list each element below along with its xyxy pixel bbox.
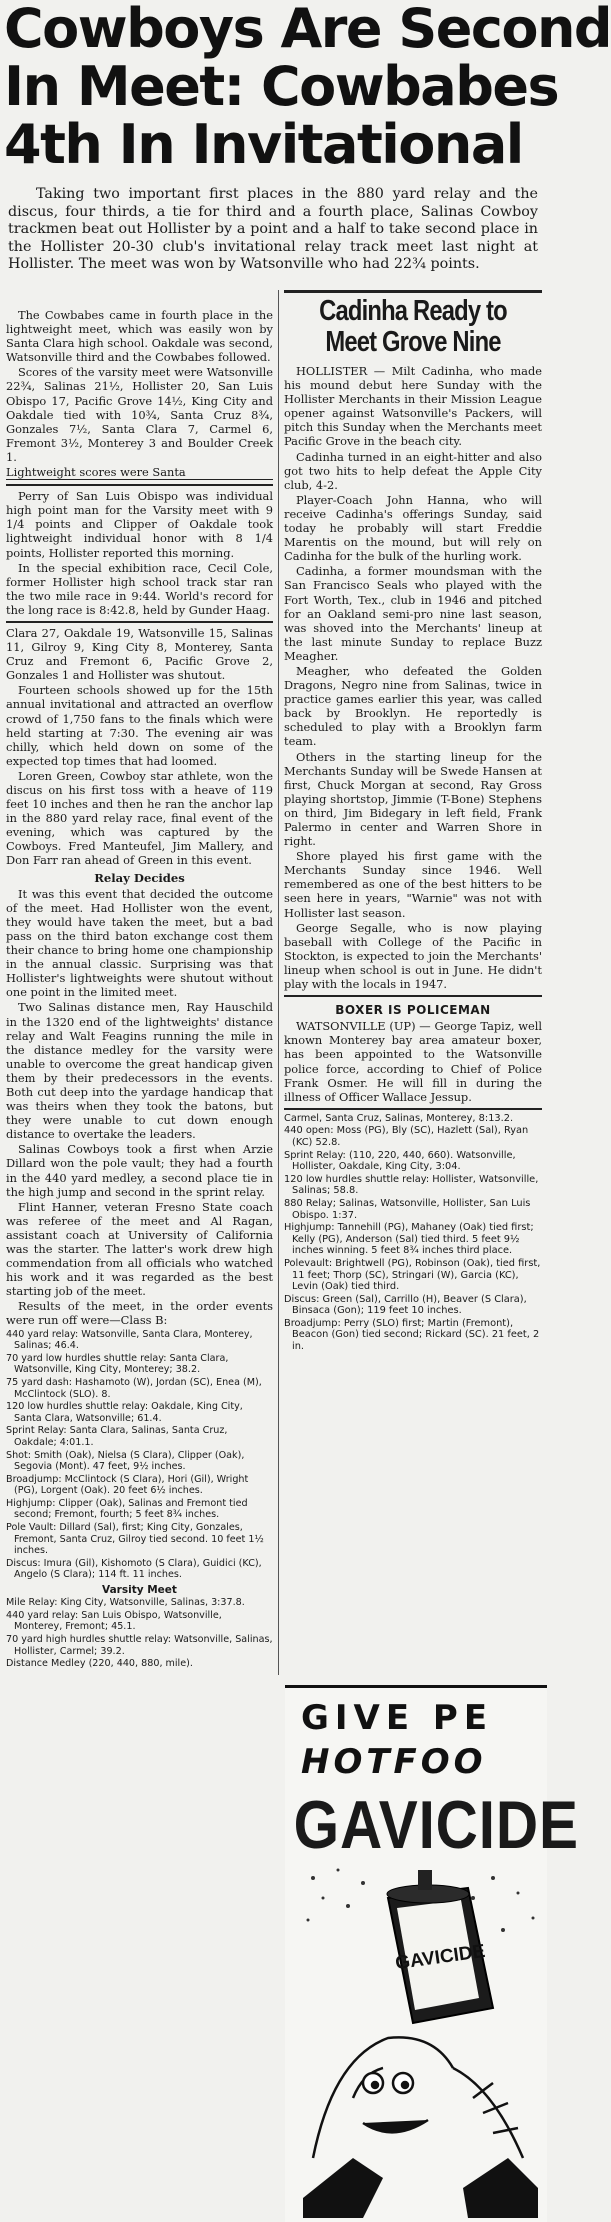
result-line: 440 yard relay: Watsonville, Santa Clara, Monterey, Salinas; 46.4. bbox=[6, 1328, 253, 1352]
divider bbox=[6, 621, 273, 623]
result-line: Mile Relay: King City, Watsonville, Salinas, 3:37.8. bbox=[6, 1597, 245, 1609]
paragraph: Two Salinas distance men, Ray Hauschild in the 1320 end of the lightweights' distance relay and Walt Feagins running the mile in the distance medley for the varsity were unable to overcome the great handicap given them by their predecessors in the events. Both cut deep into the yardage handicap that was theirs when they took the batons, but they were unable to cut down enough distance to overtake the leaders. bbox=[6, 1000, 273, 1142]
divider bbox=[284, 290, 542, 293]
gavicide-can-icon bbox=[387, 1870, 493, 2023]
divider bbox=[6, 484, 273, 486]
paragraph: Fourteen schools showed up for the 15th annual invitational and attracted an overflow crowd of 1,750 fans to the finals which were held starting at 7:30. The evening air was chilly, which held down on some of the expected top times that had loomed. bbox=[6, 683, 273, 768]
paragraph: Salinas Cowboys took a first when Arzie Dillard won the pole vault; they had a fourth in the 440 yard medley, a second place tie in the high jump and second in the sprint relay. bbox=[6, 1142, 273, 1199]
paragraph: Flint Hanner, veteran Fresno State coach was referee of the meet and Al Ragan, assistant coach at University of California was the starter. The latter's work drew high commendation from all officials who watched his work and it was regarded as the best starting job of the meet. bbox=[6, 1199, 273, 1299]
paragraph: The Cowbabes came in fourth place in the lightweight meet, which was easily won by Santa Clara high school. Oakdale was second, Watsonville third and the Cowbabes followed. bbox=[6, 308, 273, 365]
paragraph: Perry of San Luis Obispo was individual high point man for the Varsity meet with 9 1/4 points and Clipper of Oakdale took lightweight individual honor with 8 1/4 points, Hollister reported this morning. bbox=[6, 489, 273, 560]
result-line: Sprint Relay: Santa Clara, Salinas, Santa Cruz, Oakdale; 4:01.1. bbox=[6, 1425, 228, 1448]
paragraph: In the special exhibition race, Cecil Cole, former Hollister high school track star ran the two mile race in 9:44. World's record for the long race is 8:42.8, held by Gunder Haag. bbox=[6, 560, 273, 617]
right-column bbox=[284, 290, 542, 1354]
ad-line-1: GIVE PE bbox=[301, 1698, 494, 1738]
ad-brand-name: GAVICIDE bbox=[293, 1787, 579, 1863]
cadinha-headline-line-1: Cadinha Ready to bbox=[319, 295, 507, 327]
paragraph: It was this event that decided the outcome of the meet. Had Hollister won the event, they would have taken the meet, but a bad pass on the third baton exchange cost them their chance to bring home one championship in the annual classic. Surprising was that Hollister's lightweights were shutout without one point in the limited meet. bbox=[6, 886, 273, 1000]
cadinha-headline bbox=[307, 296, 519, 358]
result-line: 70 yard high hurdles shuttle relay: Watsonville, Salinas, Hollister, Carmel; 39.2. bbox=[6, 1633, 273, 1657]
result-line: 70 yard low hurdles shuttle relay: Santa Clara, Watsonville, King City, Monterey; 38.2. bbox=[6, 1352, 229, 1376]
result-line: 75 yard dash: Hashamoto (W), Jordan (SC), Enea (M), McClintock (SLO). 8. bbox=[6, 1376, 262, 1400]
result-line: Discus: Imura (Gil), Kishomoto (S Clara), Guidici (KC), Angelo (S Clara); 114 ft. 11 inches. bbox=[6, 1557, 262, 1581]
column-divider bbox=[278, 290, 279, 1675]
paragraph: Meagher, who defeated the Golden Dragons, Negro nine from Salinas, twice in practice games earlier this year, was called back by Brooklyn. He reportedly is scheduled to play with a Brooklyn farm team. bbox=[284, 663, 542, 749]
paragraph: Shore played his first game with the Merchants Sunday since 1946. Well remembered as one of the best hitters to be seen here in years, "Warnie" was not with Hollister last season. bbox=[284, 849, 542, 920]
headline-line-1: Cowboys Are Second bbox=[4, 0, 611, 60]
left-column bbox=[6, 308, 273, 2216]
result-line: 440 open: Moss (PG), Bly (SC), Hazlett (Sal), Ryan (KC) 52.8. bbox=[284, 1125, 529, 1148]
result-line: 120 low hurdles shuttle relay: Hollister, Watsonville, Salinas; 58.8. bbox=[284, 1173, 539, 1197]
paragraph: Results of the meet, in the order events were run off were—Class B: bbox=[6, 1299, 273, 1328]
paragraph: Cadinha, a former moundsman with the San Francisco Seals who played with the Fort Worth, Tex., club in 1946 and pitched for an Oakland semi-pro nine last season, was shoved into the Merchants' lineup at the last minute Sunday to replace Buzz Meagher. bbox=[284, 564, 542, 663]
result-line: Sprint Relay: (110, 220, 440, 660). Watsonville, Hollister, Oakdale, King City, 3:04. bbox=[284, 1149, 516, 1173]
result-line: Pole Vault: Dillard (Sal), first; King City, Gonzales, Fremont, Santa Cruz, Gilroy tied second. 10 feet 1½ inches. bbox=[6, 1522, 264, 1557]
subheading-relay-decides: Relay Decides bbox=[94, 870, 185, 885]
paragraph: Player-Coach John Hanna, who will receive Cadinha's offerings Sunday, said today he probably will start Freddie Marentis on the mound, but will rely on Cadinha for the bulk of the hurling work. bbox=[284, 492, 542, 564]
paragraph: Clara 27, Oakdale 19, Watsonville 15, Salinas 11, Gilroy 9, King City 8, Monterey, Santa Cruz and Fremont 6, Pacific Grove 2, Gonzales 1 and Hollister was shutout. bbox=[6, 625, 273, 683]
divider bbox=[284, 995, 542, 997]
varsity-results bbox=[6, 1597, 273, 1670]
main-headline bbox=[0, 0, 611, 182]
ad-illustration bbox=[293, 1858, 543, 2218]
cadinha-headline-line-2: Meet Grove Nine bbox=[325, 326, 501, 358]
result-line: Broadjump: Perry (SLO) first; Martin (Fremont), Beacon (Gon) tied second; Rickard (SC). 21 feet, 2 in. bbox=[284, 1317, 540, 1353]
divider bbox=[284, 1108, 542, 1110]
subheading-varsity-meet: Varsity Meet bbox=[102, 1584, 177, 1597]
headline-line-3: 4th In Invitational bbox=[4, 113, 523, 176]
paragraph: Others in the starting lineup for the Merchants Sunday will be Swede Hansen at first, Chuck Morgan at second, Ray Gross playing shortstop, Jimmie (T-Bone) Stephens on third, Jim Bidegary in left field, Frank Palermo in center and Warren Shore in right. bbox=[284, 749, 542, 849]
lede-paragraph bbox=[8, 186, 538, 274]
paragraph: Loren Green, Cowboy star athlete, won the discus on his first toss with a heave of 119 feet 10 inches and then he ran the anchor lap in the 880 yard relay race, final event of the evening, which was captured by the Cowboys. Fred Manteufel, Jim Mallery, and Don Farr ran ahead of Green in this event. bbox=[6, 768, 273, 868]
paragraph: WATSONVILLE (UP) — George Tapiz, well known Monterey bay area amateur boxer, has been appointed to the Watsonville police force, according to Chief of Police Frank Osmer. He will fill in during the illness of Officer Wallace Jessup. bbox=[284, 1019, 542, 1104]
paragraph: Cadinha turned in an eight-hitter and also got two hits to help defeat the Apple City club, 4-2. bbox=[284, 449, 542, 492]
result-line: 880 Relay; Salinas, Watsonville, Hollister, San Luis Obispo. 1:37. bbox=[284, 1197, 531, 1221]
result-line: 440 yard relay: San Luis Obispo, Watsonville, Monterey, Fremont; 45.1. bbox=[6, 1609, 222, 1633]
paragraph: Scores of the varsity meet were Watsonville 22¾, Salinas 21½, Hollister 20, San Luis Obispo 17, Pacific Grove 14½, King City and Oakdale tied with 10¾, Santa Cruz 8¾, Gonzales 7½, Santa Clara 7, Carmel 6, Fremont 3½, Monterey 3 and Boulder Creek 1. bbox=[6, 365, 273, 464]
can-label: GAVICIDE bbox=[393, 1940, 487, 1975]
varsity-results-continued bbox=[284, 1113, 542, 1353]
lede-text: Taking two important first places in the 880 yard relay and the discus, four thirds, a tie for third and a fourth place, Salinas Cowboy trackmen beat out Hollister by a point and a half to take second place in the Hollister 20-30 club's invitational relay track meet last night at Hollister. The meet was won by Watsonville who had 22¾ points. bbox=[8, 186, 538, 273]
result-line: Highjump: Clipper (Oak), Salinas and Fremont tied second; Fremont, fourth; 5 feet 8¾ inches. bbox=[6, 1497, 248, 1521]
lightweight-scores-line bbox=[6, 465, 273, 480]
result-line: Discus: Green (Sal), Carrillo (H), Beaver (S Clara), Binsaca (Gon); 119 feet 10 inches. bbox=[284, 1293, 527, 1317]
headline-line-2: In Meet: Cowbabes bbox=[4, 55, 559, 118]
result-line: Carmel, Santa Cruz, Salinas, Monterey, 8:13.2. bbox=[284, 1112, 514, 1124]
result-line: 120 low hurdles shuttle relay: Oakdale, King City, Santa Clara, Watsonville; 61.4. bbox=[6, 1401, 243, 1424]
result-line: Highjump: Tannehill (PG), Mahaney (Oak) tied first; Kelly (PG), Anderson (Sal) tied third. 5 feet 9½ inches winning. 5 feet 8¾ inches third place. bbox=[284, 1222, 534, 1257]
result-line: Distance Medley (220, 440, 880, mile). bbox=[6, 1658, 193, 1670]
gavicide-advertisement bbox=[285, 1685, 579, 2222]
paragraph: HOLLISTER — Milt Cadinha, who made his mound debut here Sunday with the Hollister Merchants in their Mission League opener against Watsonville's Packers, will pitch this Sunday when the Merchants meet Pacific Grove in the beach city. bbox=[284, 364, 542, 449]
class-b-results bbox=[6, 1329, 273, 1581]
paragraph: George Segalle, who is now playing baseball with College of the Pacific in Stockton, is expected to join the Merchants' lineup when school is out in June. He didn't play with the locals in 1947. bbox=[284, 920, 542, 992]
result-line: Broadjump: McClintock (S Clara), Hori (Gil), Wright (PG), Lorgent (Oak). 20 feet 6½ inches. bbox=[6, 1473, 249, 1497]
result-line: Shot: Smith (Oak), Nielsa (S Clara), Clipper (Oak), Segovia (Mont). 47 feet, 9½ inches. bbox=[6, 1449, 245, 1473]
ad-line-2: HOTFOO bbox=[301, 1742, 487, 1782]
result-line: Polevault: Brightwell (PG), Robinson (Oak), tied first, 11 feet; Thorp (SC), Stringari (W), Garcia (KC), Levin (Oak) tied third. bbox=[284, 1257, 541, 1293]
lined-text: Lightweight scores were Santa bbox=[6, 465, 186, 480]
boxer-headline: BOXER IS POLICEMAN bbox=[335, 1003, 491, 1018]
